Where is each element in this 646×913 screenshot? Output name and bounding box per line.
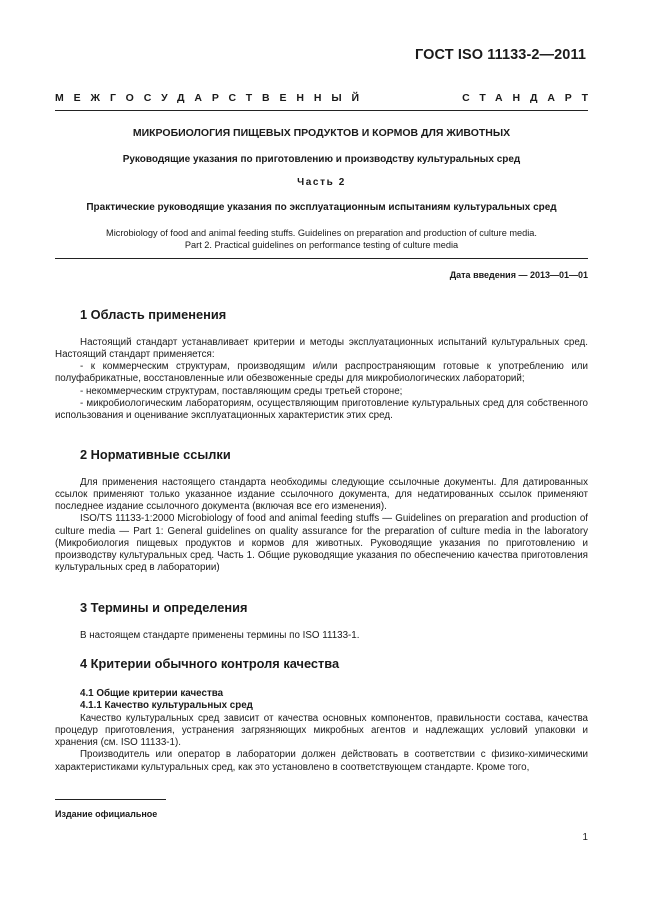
page-number: 1 (582, 832, 588, 843)
title-rule (55, 258, 588, 259)
document-subtitle: Руководящие указания по приготовлению и производству культуральных сред (122, 154, 521, 165)
standard-type-right: СТАНДАРТ (462, 92, 598, 104)
document-part: Часть 2 (297, 177, 346, 188)
document-title: МИКРОБИОЛОГИЯ ПИЩЕВЫХ ПРОДУКТОВ И КОРМОВ ДЛЯ ЖИВОТНЫХ (132, 127, 511, 139)
list-item: - микробиологическим лабораториям, осуществляющим приготовление культуральных сред для собственного использования и оценивание эксплуатационных характеристик этих сред. (55, 397, 588, 421)
subsection-4-1-1-heading: 4.1.1 Качество культуральных сред (80, 700, 253, 711)
english-title (55, 227, 588, 251)
paragraph: Настоящий стандарт устанавливает критерии и методы эксплуатационных испытаний культуральных сред. Настоящий стандарт применяется: (55, 337, 588, 361)
standard-code: ГОСТ ISO 11133-2—2011 (415, 47, 586, 63)
standard-type-line (55, 92, 598, 106)
section-1-heading: 1 Область применения (80, 307, 227, 322)
section-1-body (55, 337, 588, 422)
section-2-body (55, 477, 588, 574)
section-4-body (55, 713, 588, 774)
paragraph: Производитель или оператор в лаборатории должен действовать в соответствии с физико-химическими характеристиками культуральных сред, как это установлено в соответствующем стандарте. Кроме того, (55, 749, 588, 773)
paragraph: В настоящем стандарте применены термины по ISO 11133-1. (80, 630, 360, 641)
standard-type-left: МЕЖГОСУДАРСТВЕННЫЙ (55, 92, 369, 104)
section-3-heading: 3 Термины и определения (80, 600, 248, 615)
paragraph: Качество культуральных сред зависит от качества основных компонентов, правильности состава, качества процедур приготовления, устранения загрязняющих микробных агентов и надлежащих условий упаковки и хранения (см. ISO 11133-1). (55, 713, 588, 749)
official-edition-label: Издание официальное (55, 809, 158, 819)
paragraph: Для применения настоящего стандарта необходимы следующие ссылочные документы. Для датированных ссылок применяют только указанное издание ссылочного документа, для недатированных ссылок применяют последнее издание ссылочного документа (включая все его изменения). (55, 477, 588, 513)
english-title-line-1: Microbiology of food and animal feeding stuffs. Guidelines on preparation and production of culture media. (106, 228, 537, 238)
section-3-body (55, 630, 588, 642)
footer-rule (55, 799, 166, 800)
section-4-heading: 4 Критерии обычного контроля качества (80, 656, 340, 671)
list-item: - к коммерческим структурам, производящим и/или распространяющим готовые к употреблению или полуфабрикатные, восстановленные или обезвоженные среды для микробиологических лабораторий; (55, 361, 588, 385)
part-title: Практические руководящие указания по эксплуатационным испытаниям культуральных сред (86, 202, 557, 213)
subsection-4-1-heading: 4.1 Общие критерии качества (80, 688, 224, 699)
introduction-date: Дата введения — 2013—01—01 (449, 270, 588, 280)
header-rule (55, 110, 588, 111)
paragraph: ISO/TS 11133-1:2000 Microbiology of food and animal feeding stuffs — Guidelines on preparation and production of culture media — Part 1: General guidelines on quality assurance for the preparation of culture media in the laboratory (Микробиология пищевых продуктов и кормов для животных. Руководящие указания по приготовлению и производству культуральных сред. Часть 1. Общие руководящие указания по обеспечению качества приготовления культуральных сред в лаборатории) (55, 513, 588, 574)
english-title-line-2: Part 2. Practical guidelines on performance testing of culture media (184, 240, 459, 250)
list-item: - некоммерческим структурам, поставляющим среды третьей стороне; (80, 385, 403, 397)
section-2-heading: 2 Нормативные ссылки (80, 447, 231, 462)
